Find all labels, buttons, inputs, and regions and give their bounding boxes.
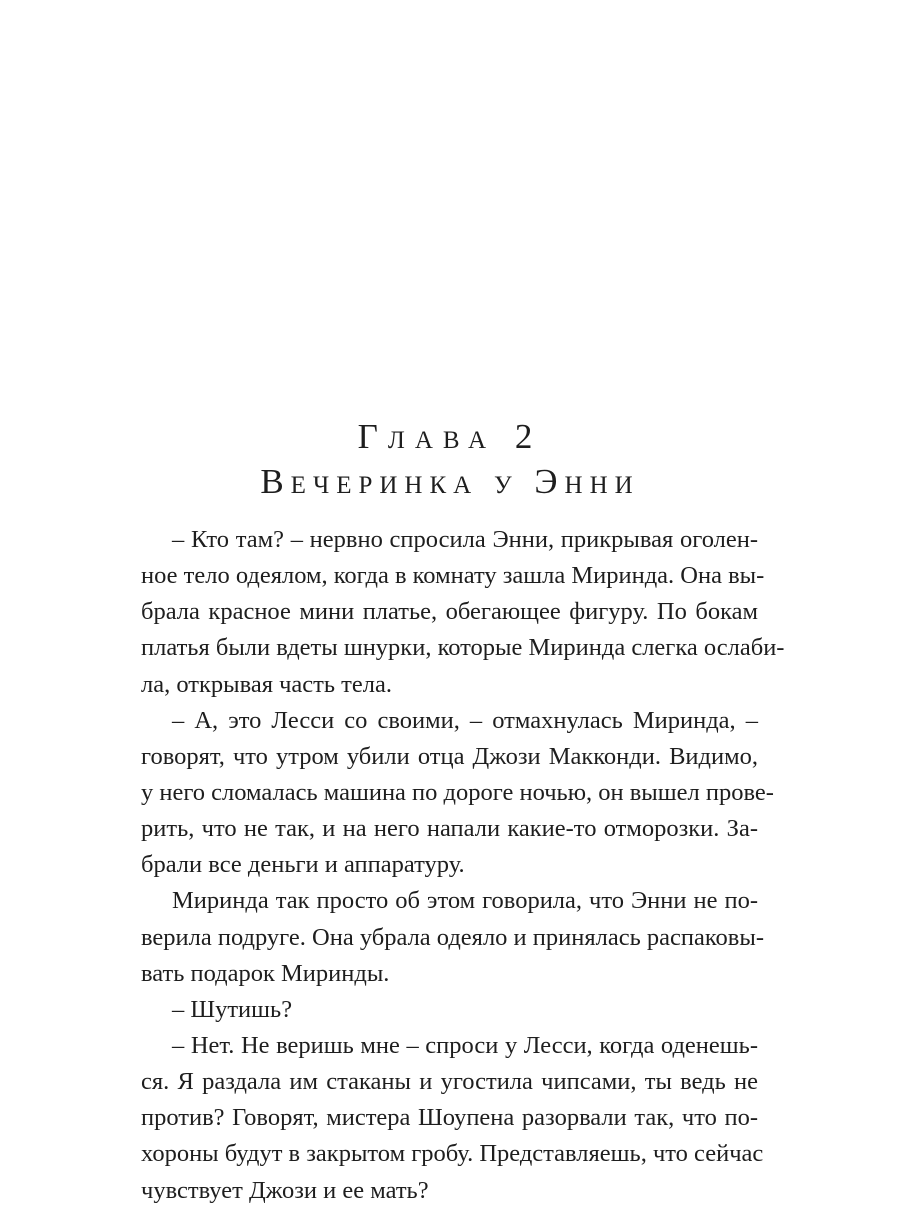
text-line: Миринда так просто об этом говорила, что Энни не по- [172, 887, 758, 915]
text-line: хороны будут в закрытом гробу. Представляешь, что сейчас [141, 1140, 764, 1168]
text-line: рить, что не так, и на него напали какие-то отморозки. За- [141, 815, 758, 843]
text-line: – Шутишь? [172, 995, 293, 1023]
text-line: ся. Я раздала им стаканы и угостила чипсами, ты ведь не [141, 1068, 758, 1096]
text-line: платья были вдеты шнурки, которые Миринда слегка ослаби- [141, 634, 785, 662]
text-line: говорят, что утром убили отца Джози Макконди. Видимо, [141, 742, 758, 770]
text-line: ла, открывая часть тела. [141, 670, 392, 698]
chapter-title: Вечеринка у Энни [260, 462, 640, 501]
text-line: брала красное мини платье, обегающее фигуру. По бокам [141, 598, 758, 626]
text-line: верила подруге. Она убрала одеяло и принялась распаковы- [141, 923, 764, 951]
chapter-number: Глава 2 [357, 417, 543, 456]
chapter-text [141, 522, 785, 1209]
text-line: вать подарок Миринды. [141, 959, 390, 987]
text-line: против? Говорят, мистера Шоупена разорвали так, что по- [141, 1104, 758, 1132]
text-line: брали все деньги и аппаратуру. [141, 851, 465, 879]
text-line: – Кто там? – нервно спросила Энни, прикрывая оголен- [172, 526, 758, 553]
text-line: – А, это Лесси со своими, – отмахнулась Миринда, – [172, 706, 758, 734]
text-line: у него сломалась машина по дороге ночью, он вышел прове- [141, 778, 774, 806]
text-line: ное тело одеялом, когда в комнату зашла Миринда. Она вы- [141, 562, 765, 590]
text-line: чувствует Джози и ее мать? [141, 1176, 429, 1204]
text-line: – Нет. Не веришь мне – спроси у Лесси, когда оденешь- [172, 1031, 758, 1059]
